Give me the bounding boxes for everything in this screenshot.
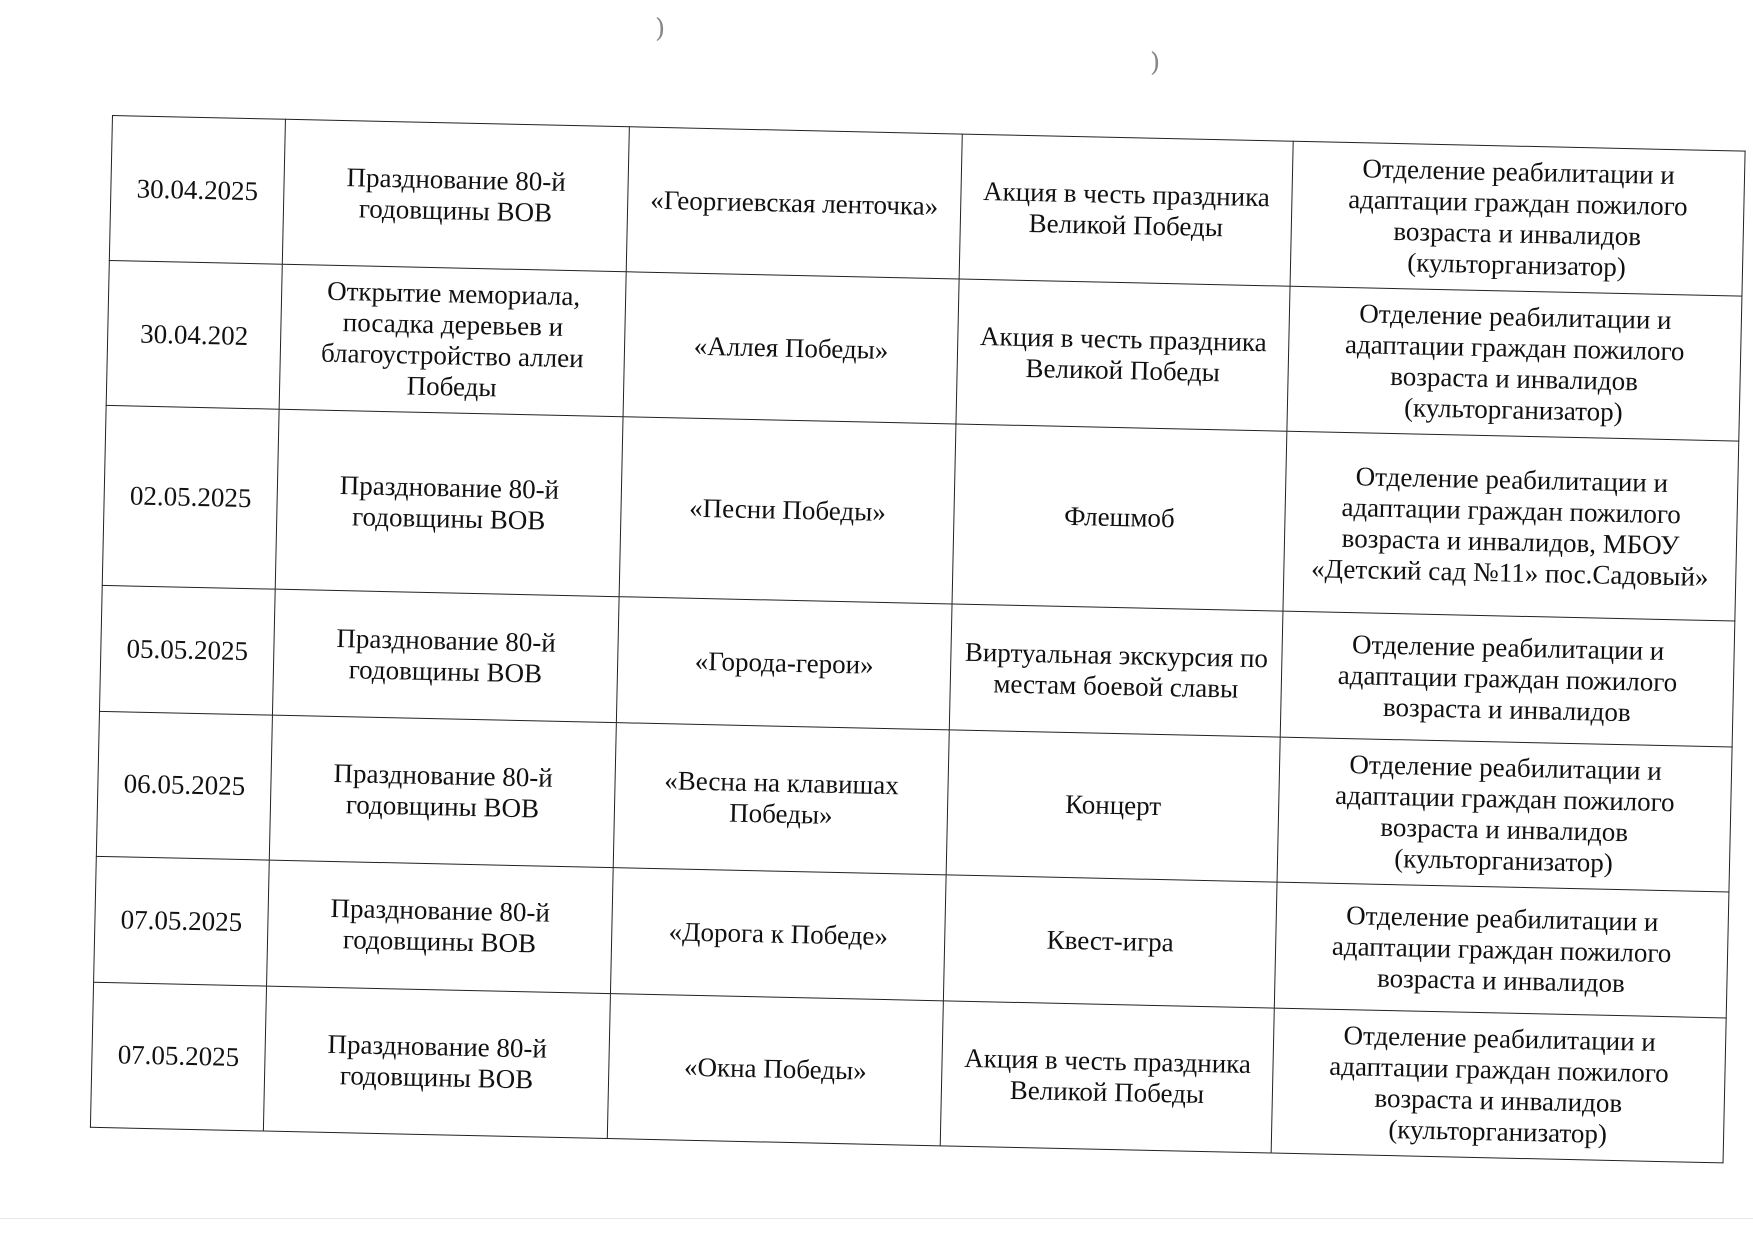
event-form-cell: Акция в честь праздника Великой Победы [956,279,1290,431]
responsible-cell: Отделение реабилитации и адаптации граждан пожилого возраста и инвалидов (культорганизатор) [1287,286,1742,441]
event-form-cell: Акция в честь праздника Великой Победы [959,134,1293,286]
scan-mark: ) [655,14,666,44]
responsible-cell: Отделение реабилитации и адаптации граждан пожилого возраста и инвалидов [1280,612,1735,747]
responsible-cell: Отделение реабилитации и адаптации граждан пожилого возраста и инвалидов (культорганизатор) [1290,141,1745,296]
event-form-cell: Квест-игра [943,875,1277,1008]
event-name-cell: «Весна на клавишах Победы» [613,722,949,874]
occasion-cell: Празднование 80-й годовщины ВОВ [263,986,610,1139]
event-name-cell: «Дорога к Победе» [610,867,946,1000]
occasion-cell: Празднование 80-й годовщины ВОВ [267,860,614,994]
event-name-cell: «Аллея Победы» [623,272,959,424]
document-sheet [90,115,1709,1161]
responsible-cell: Отделение реабилитации и адаптации граждан пожилого возраста и инвалидов [1274,882,1729,1018]
occasion-cell: Открытие мемориала, посадка деревьев и благоустройство аллеи Победы [279,264,626,417]
date-cell: 30.04.2025 [109,116,285,265]
occasion-cell: Празднование 80-й годовщины ВОВ [272,590,619,723]
date-cell: 07.05.2025 [90,982,266,1131]
event-name-cell: «Города-герои» [616,597,952,729]
event-name-cell: «Песни Победы» [619,417,956,604]
scan-edge-line [0,1218,1753,1219]
responsible-cell: Отделение реабилитации и адаптации граждан пожилого возраста и инвалидов (культорганизатор) [1271,1008,1726,1163]
date-cell: 02.05.2025 [102,406,279,590]
table-row [102,406,1739,622]
occasion-cell: Празднование 80-й годовщины ВОВ [282,119,629,272]
event-form-cell: Акция в честь праздника Великой Победы [940,1001,1274,1153]
occasion-cell: Празднование 80-й годовщины ВОВ [269,715,616,868]
date-cell: 07.05.2025 [94,856,270,986]
responsible-cell: Отделение реабилитации и адаптации граждан пожилого возраста и инвалидов (культорганизатор) [1277,737,1732,892]
occasion-cell: Празднование 80-й годовщины ВОВ [275,410,623,598]
scan-mark: ) [1150,48,1161,78]
event-name-cell: «Георгиевская ленточка» [626,127,962,279]
date-cell: 05.05.2025 [99,586,275,715]
date-cell: 30.04.202 [106,261,282,410]
event-form-cell: Виртуальная экскурсия по местам боевой славы [949,604,1283,736]
event-form-cell: Концерт [946,729,1280,881]
event-name-cell: «Окна Победы» [607,993,943,1145]
events-table [90,115,1746,1163]
responsible-cell: Отделение реабилитации и адаптации граждан пожилого возраста и инвалидов, МБОУ «Детский сад №11» пос.Садовый» [1283,432,1739,622]
event-form-cell: Флешмоб [952,424,1287,611]
date-cell: 06.05.2025 [96,711,272,860]
